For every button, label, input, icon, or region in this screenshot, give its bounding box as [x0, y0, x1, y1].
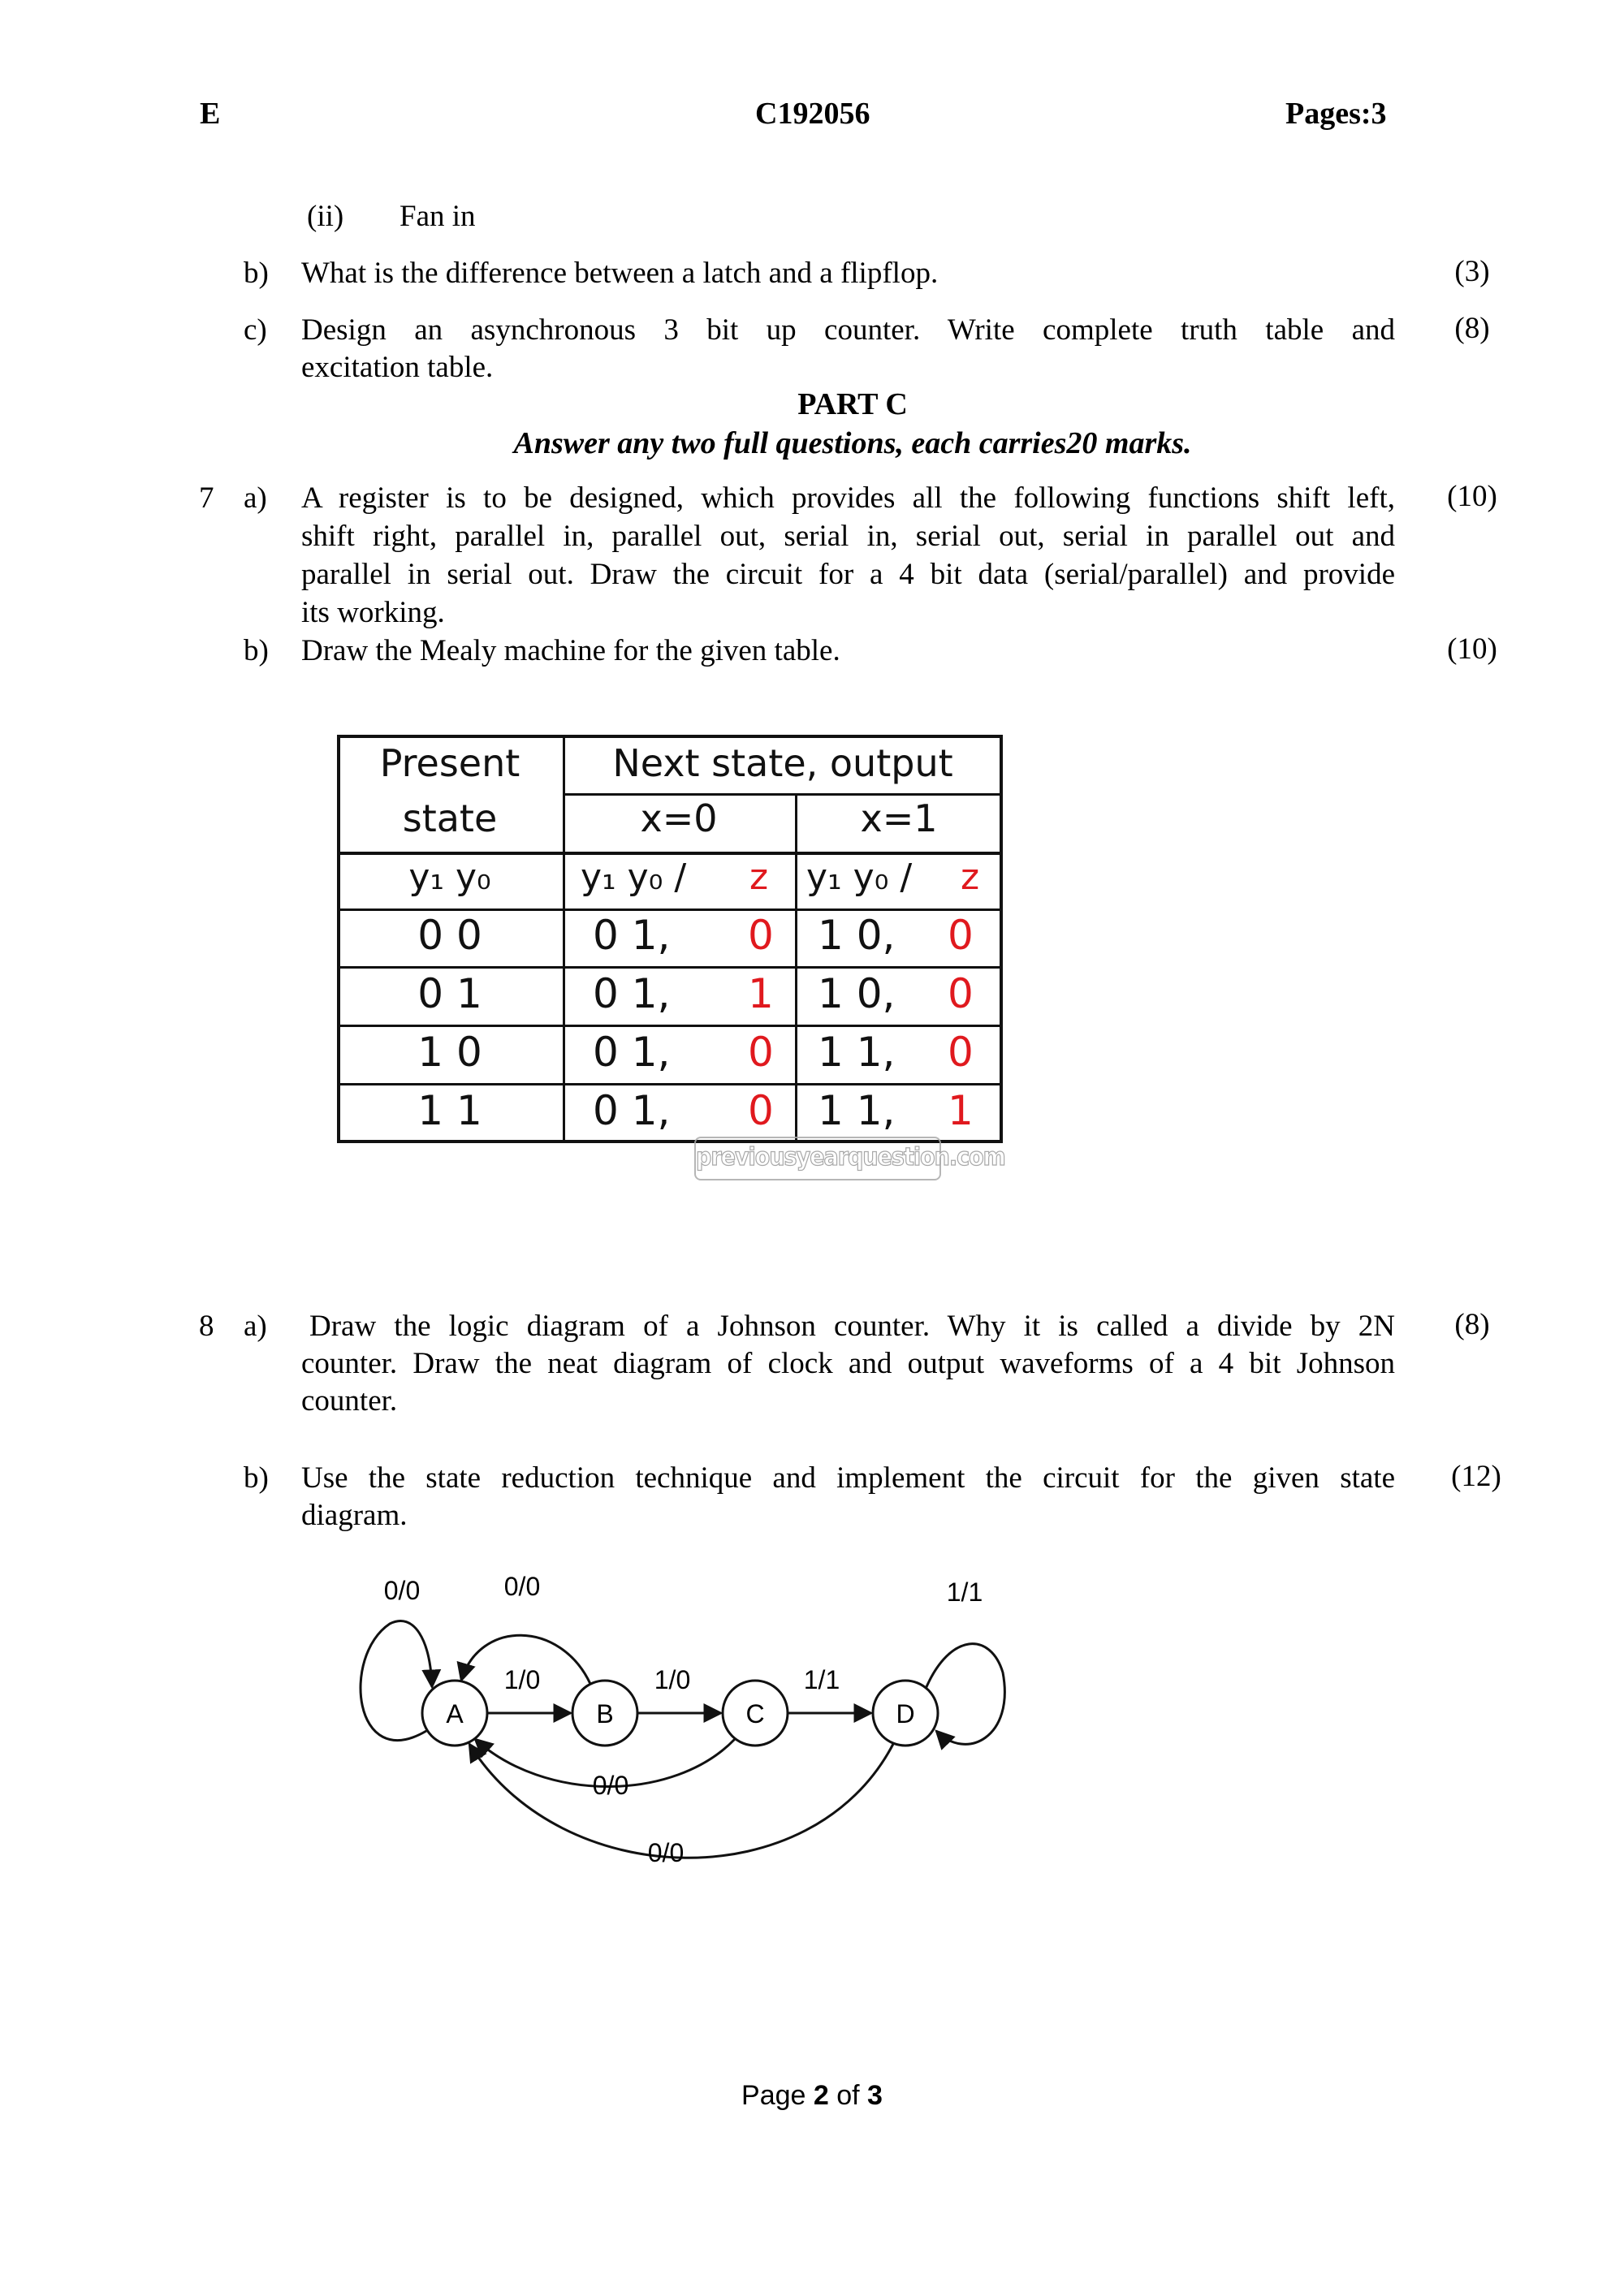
state-table — [337, 735, 1003, 1143]
q8a-label: a) — [244, 1310, 267, 1343]
part-title: PART C — [797, 387, 908, 421]
row2-next-x0: 0 1, — [593, 970, 671, 1017]
q6c-marks: (8) — [1454, 312, 1490, 345]
row4-output-x0: 0 — [748, 1087, 774, 1134]
state-a-label: A — [446, 1699, 464, 1728]
q8b-marks: (12) — [1451, 1460, 1501, 1493]
q7a-label: a) — [244, 481, 267, 515]
footer-of: of — [828, 2080, 868, 2111]
part-instruction: Answer any two full questions, each carries20 marks. — [513, 426, 1192, 460]
header-x1: x=1 — [860, 796, 938, 840]
q7b-label: b) — [244, 634, 269, 667]
watermark: previousyearquestion.com — [694, 1137, 941, 1180]
q6c-line1: Design an asynchronous 3 bit up counter. Write complete truth table and — [301, 313, 1395, 347]
q8a-line1: Draw the logic diagram of a Johnson counter. Why it is called a divide by 2N — [309, 1310, 1395, 1343]
row1-output-x1: 0 — [948, 912, 974, 959]
q8a-line3: counter. — [301, 1384, 398, 1418]
header-pages: Pages:3 — [1285, 97, 1387, 131]
q7a-line3: parallel in serial out. Draw the circuit for a 4 bit data (serial/parallel) and provide — [301, 558, 1395, 591]
edge-label-b-to-a: 0/0 — [503, 1572, 541, 1601]
edge-label-d-self: 1/1 — [946, 1577, 983, 1607]
state-b-label: B — [596, 1699, 614, 1728]
header-code: C192056 — [755, 97, 870, 131]
row1-output-x0: 0 — [748, 912, 774, 959]
state-diagram — [325, 1543, 1056, 1908]
edge-label-c-to-a: 0/0 — [592, 1771, 629, 1800]
q8b-label: b) — [244, 1461, 269, 1495]
header-left: E — [200, 97, 221, 131]
q6b-marks: (3) — [1454, 255, 1490, 288]
q7a-marks: (10) — [1447, 480, 1497, 513]
edge-label-b-to-c: 1/0 — [654, 1665, 691, 1694]
q7b-text: Draw the Mealy machine for the given table. — [301, 634, 840, 667]
row1-present-state: 0 0 — [417, 912, 482, 959]
header-x0: x=0 — [640, 796, 718, 840]
row2-output-x1: 0 — [948, 970, 974, 1017]
header-state: state — [402, 796, 498, 840]
table-rule — [795, 793, 797, 1143]
table-rule — [337, 1025, 1003, 1027]
row3-next-x0: 0 1, — [593, 1029, 671, 1076]
table-rule — [337, 852, 1003, 855]
subheader-state: y₁ y₀ — [408, 857, 491, 898]
q6c-label: c) — [244, 313, 267, 347]
subheader-x1-state: y₁ y₀ / — [806, 857, 913, 898]
subheader-x0-state: y₁ y₀ / — [581, 857, 687, 898]
table-rule — [337, 1083, 1003, 1085]
row3-present-state: 1 0 — [417, 1029, 482, 1076]
row3-output-x1: 0 — [948, 1029, 974, 1076]
subheader-x0-z: z — [749, 857, 769, 898]
row3-next-x1: 1 1, — [818, 1029, 896, 1076]
q6c-line2: excitation table. — [301, 351, 494, 384]
q8b-line1: Use the state reduction technique and implement the circuit for the given state — [301, 1461, 1395, 1495]
row4-next-x0: 0 1, — [593, 1087, 671, 1134]
row2-present-state: 0 1 — [417, 970, 482, 1017]
row1-next-x1: 1 0, — [818, 912, 896, 959]
header-present: Present — [379, 741, 520, 785]
q7a-line2: shift right, parallel in, parallel out, serial in, serial out, serial in parallel out and — [301, 520, 1395, 553]
state-c-label: C — [745, 1699, 765, 1728]
page-footer — [0, 2080, 1624, 2112]
q6b-label: b) — [244, 257, 269, 290]
footer-prefix: Page — [741, 2080, 814, 2111]
row3-output-x0: 0 — [748, 1029, 774, 1076]
edge-label-a-self: 0/0 — [383, 1576, 421, 1605]
footer-total-pages: 3 — [867, 2080, 883, 2111]
table-rule — [563, 793, 1003, 796]
q7a-line1: A register is to be designed, which provides all the following functions shift left, — [301, 481, 1395, 515]
edge-label-c-to-d: 1/1 — [803, 1665, 840, 1694]
table-rule — [337, 966, 1003, 969]
q8b-line2: diagram. — [301, 1499, 408, 1532]
edge-a-self-loop — [361, 1621, 432, 1741]
state-d-label: D — [896, 1699, 915, 1728]
q7b-marks: (10) — [1447, 632, 1497, 666]
q8a-marks: (8) — [1454, 1308, 1490, 1341]
table-rule — [337, 908, 1003, 911]
q7a-line4: its working. — [301, 596, 445, 629]
row2-output-x0: 1 — [748, 970, 774, 1017]
row1-next-x0: 0 1, — [593, 912, 671, 959]
edge-label-d-to-a: 0/0 — [647, 1838, 685, 1867]
q6-ii-number: (ii) — [307, 200, 344, 233]
row4-next-x1: 1 1, — [818, 1087, 896, 1134]
row4-output-x1: 1 — [948, 1087, 974, 1134]
q6b-text: What is the difference between a latch and a flipflop. — [301, 257, 939, 290]
q8-number: 8 — [199, 1310, 214, 1343]
row4-present-state: 1 1 — [417, 1087, 482, 1134]
header-next-state-output: Next state, output — [612, 741, 953, 785]
edge-label-a-to-b: 1/0 — [503, 1665, 541, 1694]
subheader-x1-z: z — [961, 857, 980, 898]
footer-current-page: 2 — [813, 2080, 829, 2111]
q7-number: 7 — [199, 481, 214, 515]
edge-d-self-loop — [926, 1644, 1004, 1745]
row2-next-x1: 1 0, — [818, 970, 896, 1017]
q6-ii-text: Fan in — [400, 200, 476, 233]
q8a-line2: counter. Draw the neat diagram of clock and output waveforms of a 4 bit Johnson — [301, 1347, 1395, 1380]
